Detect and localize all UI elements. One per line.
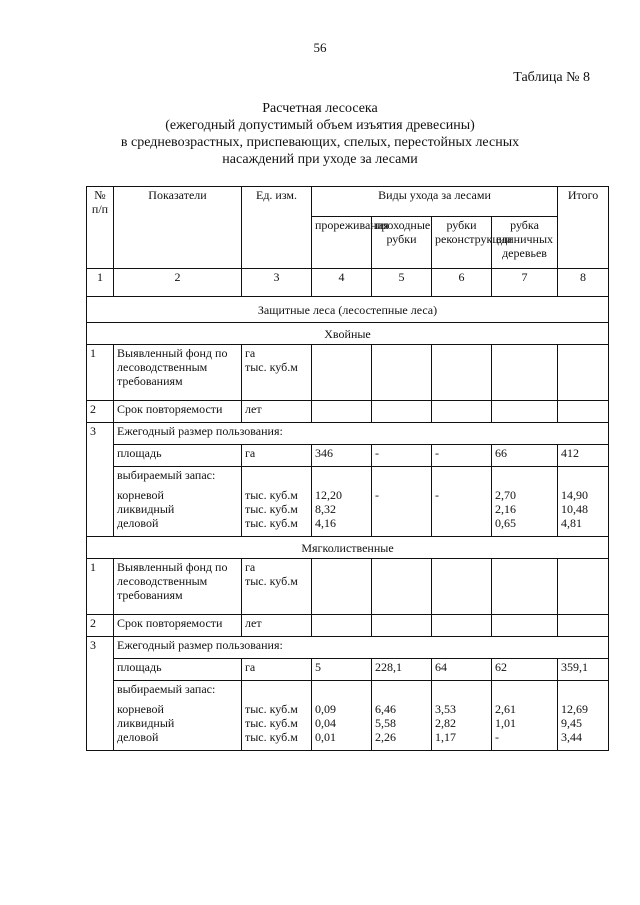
stock-value: 10,48 [561, 501, 589, 516]
stock-value: - [435, 487, 439, 502]
row-number: 1 [87, 345, 114, 401]
value-cell [492, 487, 558, 537]
table-label: Таблица № 8 [513, 70, 590, 85]
stock-value: 0,04 [315, 715, 336, 730]
stock-units [242, 701, 312, 751]
stock-labels [114, 701, 242, 751]
row-label: Срок повторяемости [114, 615, 242, 637]
row-label: площадь [114, 659, 242, 681]
table-body [87, 187, 609, 751]
value-cell [312, 487, 372, 537]
stock-value [435, 516, 488, 530]
row-label: Ежегодный размер пользования: [114, 423, 609, 445]
unit-line: тыс. куб.м [245, 729, 298, 744]
stock-value: 2,26 [375, 729, 396, 744]
table-cell [558, 467, 609, 487]
table-cell [372, 467, 432, 487]
section-title: Защитные леса (лесостепные леса) [87, 297, 609, 323]
header-num: № п/п [87, 187, 114, 269]
row-label: Ежегодный размер пользования: [114, 637, 609, 659]
stock-label: ликвидный [117, 501, 175, 516]
row-label: Выявленный фонд по лесоводственным требованиям [114, 345, 242, 401]
table-cell [312, 559, 372, 615]
stock-value: 2,82 [435, 715, 456, 730]
col-number: 3 [242, 269, 312, 297]
col-number: 8 [558, 269, 609, 297]
row-number: 1 [87, 559, 114, 615]
stock-labels [114, 487, 242, 537]
col-number: 2 [114, 269, 242, 297]
stock-value: - [375, 487, 379, 502]
unit-line: тыс. куб.м [245, 701, 298, 716]
row-label: площадь [114, 445, 242, 467]
value-cell: 346 [312, 445, 372, 467]
stock-value: 1,17 [435, 729, 456, 744]
col-number: 6 [432, 269, 492, 297]
table-cell [492, 467, 558, 487]
table-cell [432, 345, 492, 401]
stock-value: 5,58 [375, 715, 396, 730]
stock-label: ликвидный [117, 715, 175, 730]
table-cell [372, 559, 432, 615]
row-number: 2 [87, 401, 114, 423]
stock-label: корневой [117, 701, 164, 716]
row-number: 2 [87, 615, 114, 637]
value-cell [432, 701, 492, 751]
value-cell: 66 [492, 445, 558, 467]
table-cell [492, 681, 558, 701]
stock-value: 0,09 [315, 701, 336, 716]
value-cell: 62 [492, 659, 558, 681]
table-title [80, 100, 560, 168]
table-cell [492, 615, 558, 637]
value-cell: 5 [312, 659, 372, 681]
title-line: (ежегодный допустимый объем изъятия древесины) [165, 118, 475, 133]
col-number: 5 [372, 269, 432, 297]
title-line: в средневозрастных, приспевающих, спелых, перестойных лесных [120, 135, 520, 150]
unit-cell: лет [242, 401, 312, 423]
col-number: 7 [492, 269, 558, 297]
stock-value: 2,61 [495, 701, 516, 716]
value-cell [312, 701, 372, 751]
value-cell [558, 701, 609, 751]
group-title: Хвойные [87, 323, 609, 345]
table-cell [312, 681, 372, 701]
value-cell: 64 [432, 659, 492, 681]
value-cell: - [372, 445, 432, 467]
unit-line: тыс. куб.м [245, 360, 298, 374]
table-cell [432, 681, 492, 701]
title-line: насаждений при уходе за лесами [222, 152, 418, 167]
stock-value: 0,01 [315, 729, 336, 744]
row-number: 3 [87, 423, 114, 537]
stock-value [375, 502, 428, 516]
row-number: 3 [87, 637, 114, 751]
table-cell [558, 681, 609, 701]
unit-line: га [245, 560, 256, 574]
unit-line: тыс. куб.м [245, 715, 298, 730]
table-cell [312, 615, 372, 637]
page-number: 56 [313, 40, 327, 55]
table-cell [312, 345, 372, 401]
stock-value: 3,44 [561, 729, 583, 744]
header-indicators: Показатели [114, 187, 242, 269]
row-label: выбираемый запас: [114, 681, 242, 701]
stock-value: 0,65 [495, 515, 516, 530]
table-cell [432, 559, 492, 615]
table-cell [432, 467, 492, 487]
table-cell [312, 401, 372, 423]
stock-value: 12,69 [561, 701, 589, 716]
table-cell [558, 345, 609, 401]
header-total: Итого [558, 187, 609, 269]
col-number: 1 [87, 269, 114, 297]
table-cell [242, 467, 312, 487]
table-cell [492, 345, 558, 401]
stock-value [375, 516, 428, 530]
unit-cell: га [242, 445, 312, 467]
stock-value: 3,53 [435, 701, 456, 716]
unit-cell [242, 559, 312, 615]
stock-value: 6,46 [375, 701, 396, 716]
header-care-types: Виды ухода за лесами [312, 187, 558, 217]
table-cell [432, 401, 492, 423]
header-unit: Ед. изм. [242, 187, 312, 269]
stock-value: 12,20 [315, 487, 342, 502]
row-label: Срок повторяемости [114, 401, 242, 423]
table-cell [372, 345, 432, 401]
value-cell [558, 487, 609, 537]
unit-line: тыс. куб.м [245, 487, 298, 502]
unit-line: тыс. куб.м [245, 574, 298, 588]
group-title: Мягколиственные [87, 537, 609, 559]
unit-cell: лет [242, 615, 312, 637]
row-label: выбираемый запас: [114, 467, 242, 487]
unit-line: га [245, 346, 256, 360]
stock-units [242, 487, 312, 537]
unit-cell [242, 345, 312, 401]
table-cell [312, 467, 372, 487]
value-cell: 228,1 [372, 659, 432, 681]
table-cell [558, 615, 609, 637]
value-cell [372, 701, 432, 751]
title-line: Расчетная лесосека [262, 101, 378, 116]
stock-value: 8,32 [315, 501, 336, 516]
value-cell [372, 487, 432, 537]
table-cell [372, 615, 432, 637]
stock-value: 1,01 [495, 715, 516, 730]
value-cell [492, 701, 558, 751]
col-number: 4 [312, 269, 372, 297]
table-cell [242, 681, 312, 701]
allowable-cut-table [86, 186, 609, 751]
header-single-trees: рубка единичных деревьев [492, 217, 558, 269]
header-reconstruction: рубки реконструкции [432, 217, 492, 269]
stock-value: 9,45 [561, 715, 583, 730]
stock-value: 4,16 [315, 515, 336, 530]
stock-value: 2,16 [495, 501, 516, 516]
table-cell [558, 401, 609, 423]
stock-label: деловой [117, 729, 159, 744]
stock-value: 14,90 [561, 487, 589, 502]
table-cell [432, 615, 492, 637]
unit-cell: га [242, 659, 312, 681]
table-cell [372, 401, 432, 423]
value-cell: 359,1 [558, 659, 609, 681]
value-cell [432, 487, 492, 537]
value-cell: - [432, 445, 492, 467]
stock-value: 4,81 [561, 515, 583, 530]
stock-value: 2,70 [495, 487, 516, 502]
header-thinning: прореживания [312, 217, 372, 269]
row-label: Выявленный фонд по лесоводственным требованиям [114, 559, 242, 615]
header-passing: проходные рубки [372, 217, 432, 269]
stock-label: деловой [117, 515, 159, 530]
value-cell: 412 [558, 445, 609, 467]
stock-value [435, 502, 488, 516]
table-cell [558, 559, 609, 615]
table-cell [372, 681, 432, 701]
unit-line: тыс. куб.м [245, 501, 298, 516]
table-cell [492, 401, 558, 423]
stock-value: - [495, 729, 499, 744]
table-cell [492, 559, 558, 615]
stock-label: корневой [117, 487, 164, 502]
unit-line: тыс. куб.м [245, 515, 298, 530]
